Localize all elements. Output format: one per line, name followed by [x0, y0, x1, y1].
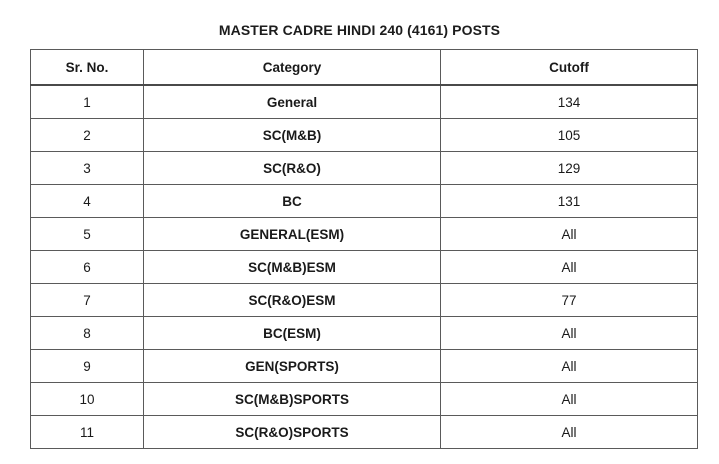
sr-no-cell: 11: [31, 416, 144, 449]
table-row: [31, 152, 698, 185]
table-row: [31, 251, 698, 284]
table-row: [31, 185, 698, 218]
sr-no-cell: 10: [31, 383, 144, 416]
cutoff-cell: 77: [441, 284, 698, 317]
table-row: [31, 284, 698, 317]
table-header-row: [31, 50, 698, 86]
sr-no-cell: 3: [31, 152, 144, 185]
table-row: [31, 85, 698, 119]
cutoff-cell: All: [441, 218, 698, 251]
category-cell: SC(R&O): [144, 152, 441, 185]
category-cell: SC(M&B)ESM: [144, 251, 441, 284]
sr-no-cell: 2: [31, 119, 144, 152]
category-cell: GENERAL(ESM): [144, 218, 441, 251]
table-row: [31, 119, 698, 152]
cutoff-cell: 129: [441, 152, 698, 185]
header-sr-no: Sr. No.: [31, 50, 144, 86]
category-cell: SC(R&O)ESM: [144, 284, 441, 317]
sr-no-cell: 4: [31, 185, 144, 218]
category-cell: GEN(SPORTS): [144, 350, 441, 383]
category-cell: General: [144, 85, 441, 119]
category-cell: SC(R&O)SPORTS: [144, 416, 441, 449]
category-cell: BC: [144, 185, 441, 218]
cutoff-cell: All: [441, 350, 698, 383]
header-cutoff: Cutoff: [441, 50, 698, 86]
cutoff-cell: 134: [441, 85, 698, 119]
cutoff-cell: 105: [441, 119, 698, 152]
table-row: [31, 350, 698, 383]
cutoff-cell: All: [441, 383, 698, 416]
sr-no-cell: 6: [31, 251, 144, 284]
sr-no-cell: 8: [31, 317, 144, 350]
sr-no-cell: 5: [31, 218, 144, 251]
cutoff-table: [30, 49, 698, 449]
category-cell: SC(M&B): [144, 119, 441, 152]
category-cell: BC(ESM): [144, 317, 441, 350]
document-title: MASTER CADRE HINDI 240 (4161) POSTS: [218, 22, 501, 38]
cutoff-cell: 131: [441, 185, 698, 218]
cutoff-cell: All: [441, 251, 698, 284]
sr-no-cell: 1: [31, 85, 144, 119]
table-row: [31, 317, 698, 350]
category-cell: SC(M&B)SPORTS: [144, 383, 441, 416]
table-row: [31, 383, 698, 416]
cutoff-cell: All: [441, 416, 698, 449]
header-category: Category: [144, 50, 441, 86]
table-row: [31, 416, 698, 449]
sr-no-cell: 7: [31, 284, 144, 317]
cutoff-cell: All: [441, 317, 698, 350]
table-row: [31, 218, 698, 251]
sr-no-cell: 9: [31, 350, 144, 383]
